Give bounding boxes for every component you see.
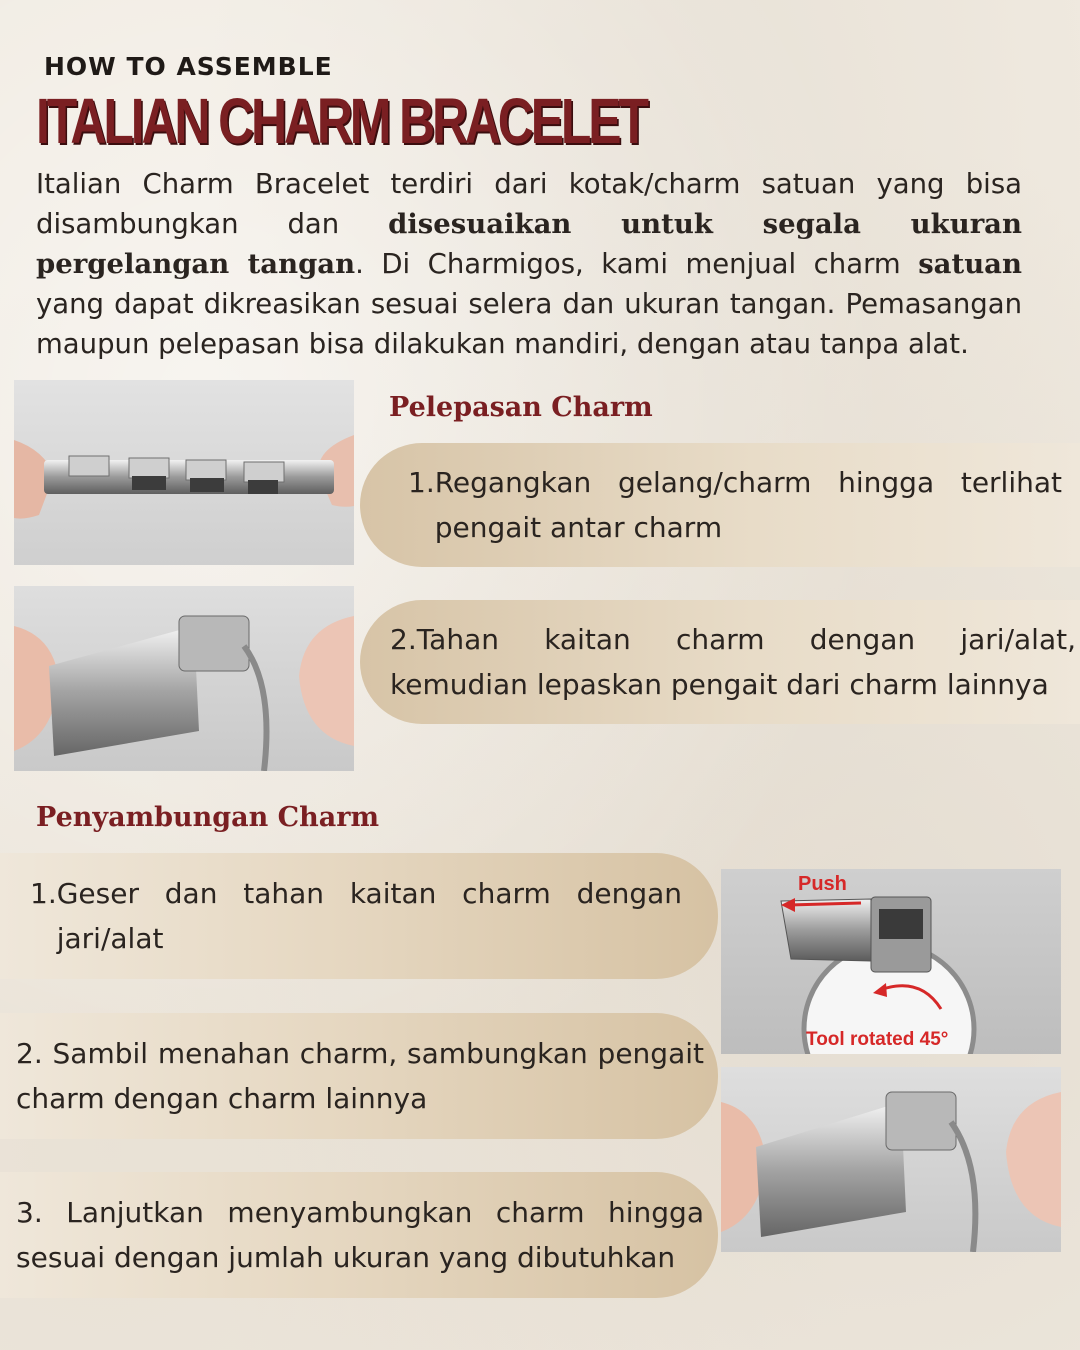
intro-text-1: Italian Charm Bracelet terdiri dari kotak/charm satuan yang bisa disambungkan dan xyxy=(36,168,1022,240)
intro-text-3: yang dapat dikreasikan sesuai selera dan ukuran tangan. Pemasangan maupun pelepasan bisa dilakukan mandiri, dengan atau tanpa alat. xyxy=(36,288,1022,360)
joining-step-1 xyxy=(0,853,718,979)
removal-step-2-text: 2.Tahan kaitan charm dengan jari/alat, kemudian lepaskan pengait dari charm lainnya xyxy=(390,623,1076,701)
rotate-label: Tool rotated 45° xyxy=(806,1029,949,1050)
stretched-bracelet-illustration xyxy=(14,380,354,565)
joining-step-3-text: 3. Lanjutkan menyambungkan charm hingga sesuai dengan jumlah ukuran yang dibutuhkan xyxy=(16,1196,704,1274)
page-title: ITALIAN CHARM BRACELET xyxy=(36,85,646,157)
joining-step-3 xyxy=(0,1172,718,1298)
removal-section-title: Pelepasan Charm xyxy=(389,392,653,423)
intro-bold-1: disesuaikan untuk segala ukuran pergelangan tangan xyxy=(36,208,1022,280)
joining-hook-illustration xyxy=(721,1067,1061,1252)
push-diagram-illustration xyxy=(721,869,1061,1054)
intro-paragraph xyxy=(36,164,1022,364)
push-label: Push xyxy=(798,873,847,895)
joining-section-title: Penyambungan Charm xyxy=(36,802,380,833)
joining-step-1-text: Geser dan tahan kaitan charm dengan jari/alat xyxy=(56,877,682,955)
photo-joining-hook xyxy=(721,1067,1061,1252)
removal-step-1 xyxy=(360,443,1080,567)
photo-push-diagram xyxy=(721,869,1061,1054)
removal-step-1-number: 1. xyxy=(408,466,435,499)
removal-step-1-text: Regangkan gelang/charm hingga terlihat pengait antar charm xyxy=(434,466,1062,544)
joining-step-2-text: 2. Sambil menahan charm, sambungkan pengait charm dengan charm lainnya xyxy=(16,1037,704,1115)
joining-step-1-number: 1. xyxy=(30,877,57,910)
photo-stretched-bracelet xyxy=(14,380,354,565)
intro-bold-2: satuan xyxy=(918,248,1022,280)
joining-step-2 xyxy=(0,1013,718,1139)
holding-hook-illustration xyxy=(14,586,354,771)
photo-holding-hook xyxy=(14,586,354,771)
intro-text-2: . Di Charmigos, kami menjual charm xyxy=(355,248,919,280)
kicker-heading: HOW TO ASSEMBLE xyxy=(44,52,333,81)
removal-step-2 xyxy=(360,600,1080,724)
